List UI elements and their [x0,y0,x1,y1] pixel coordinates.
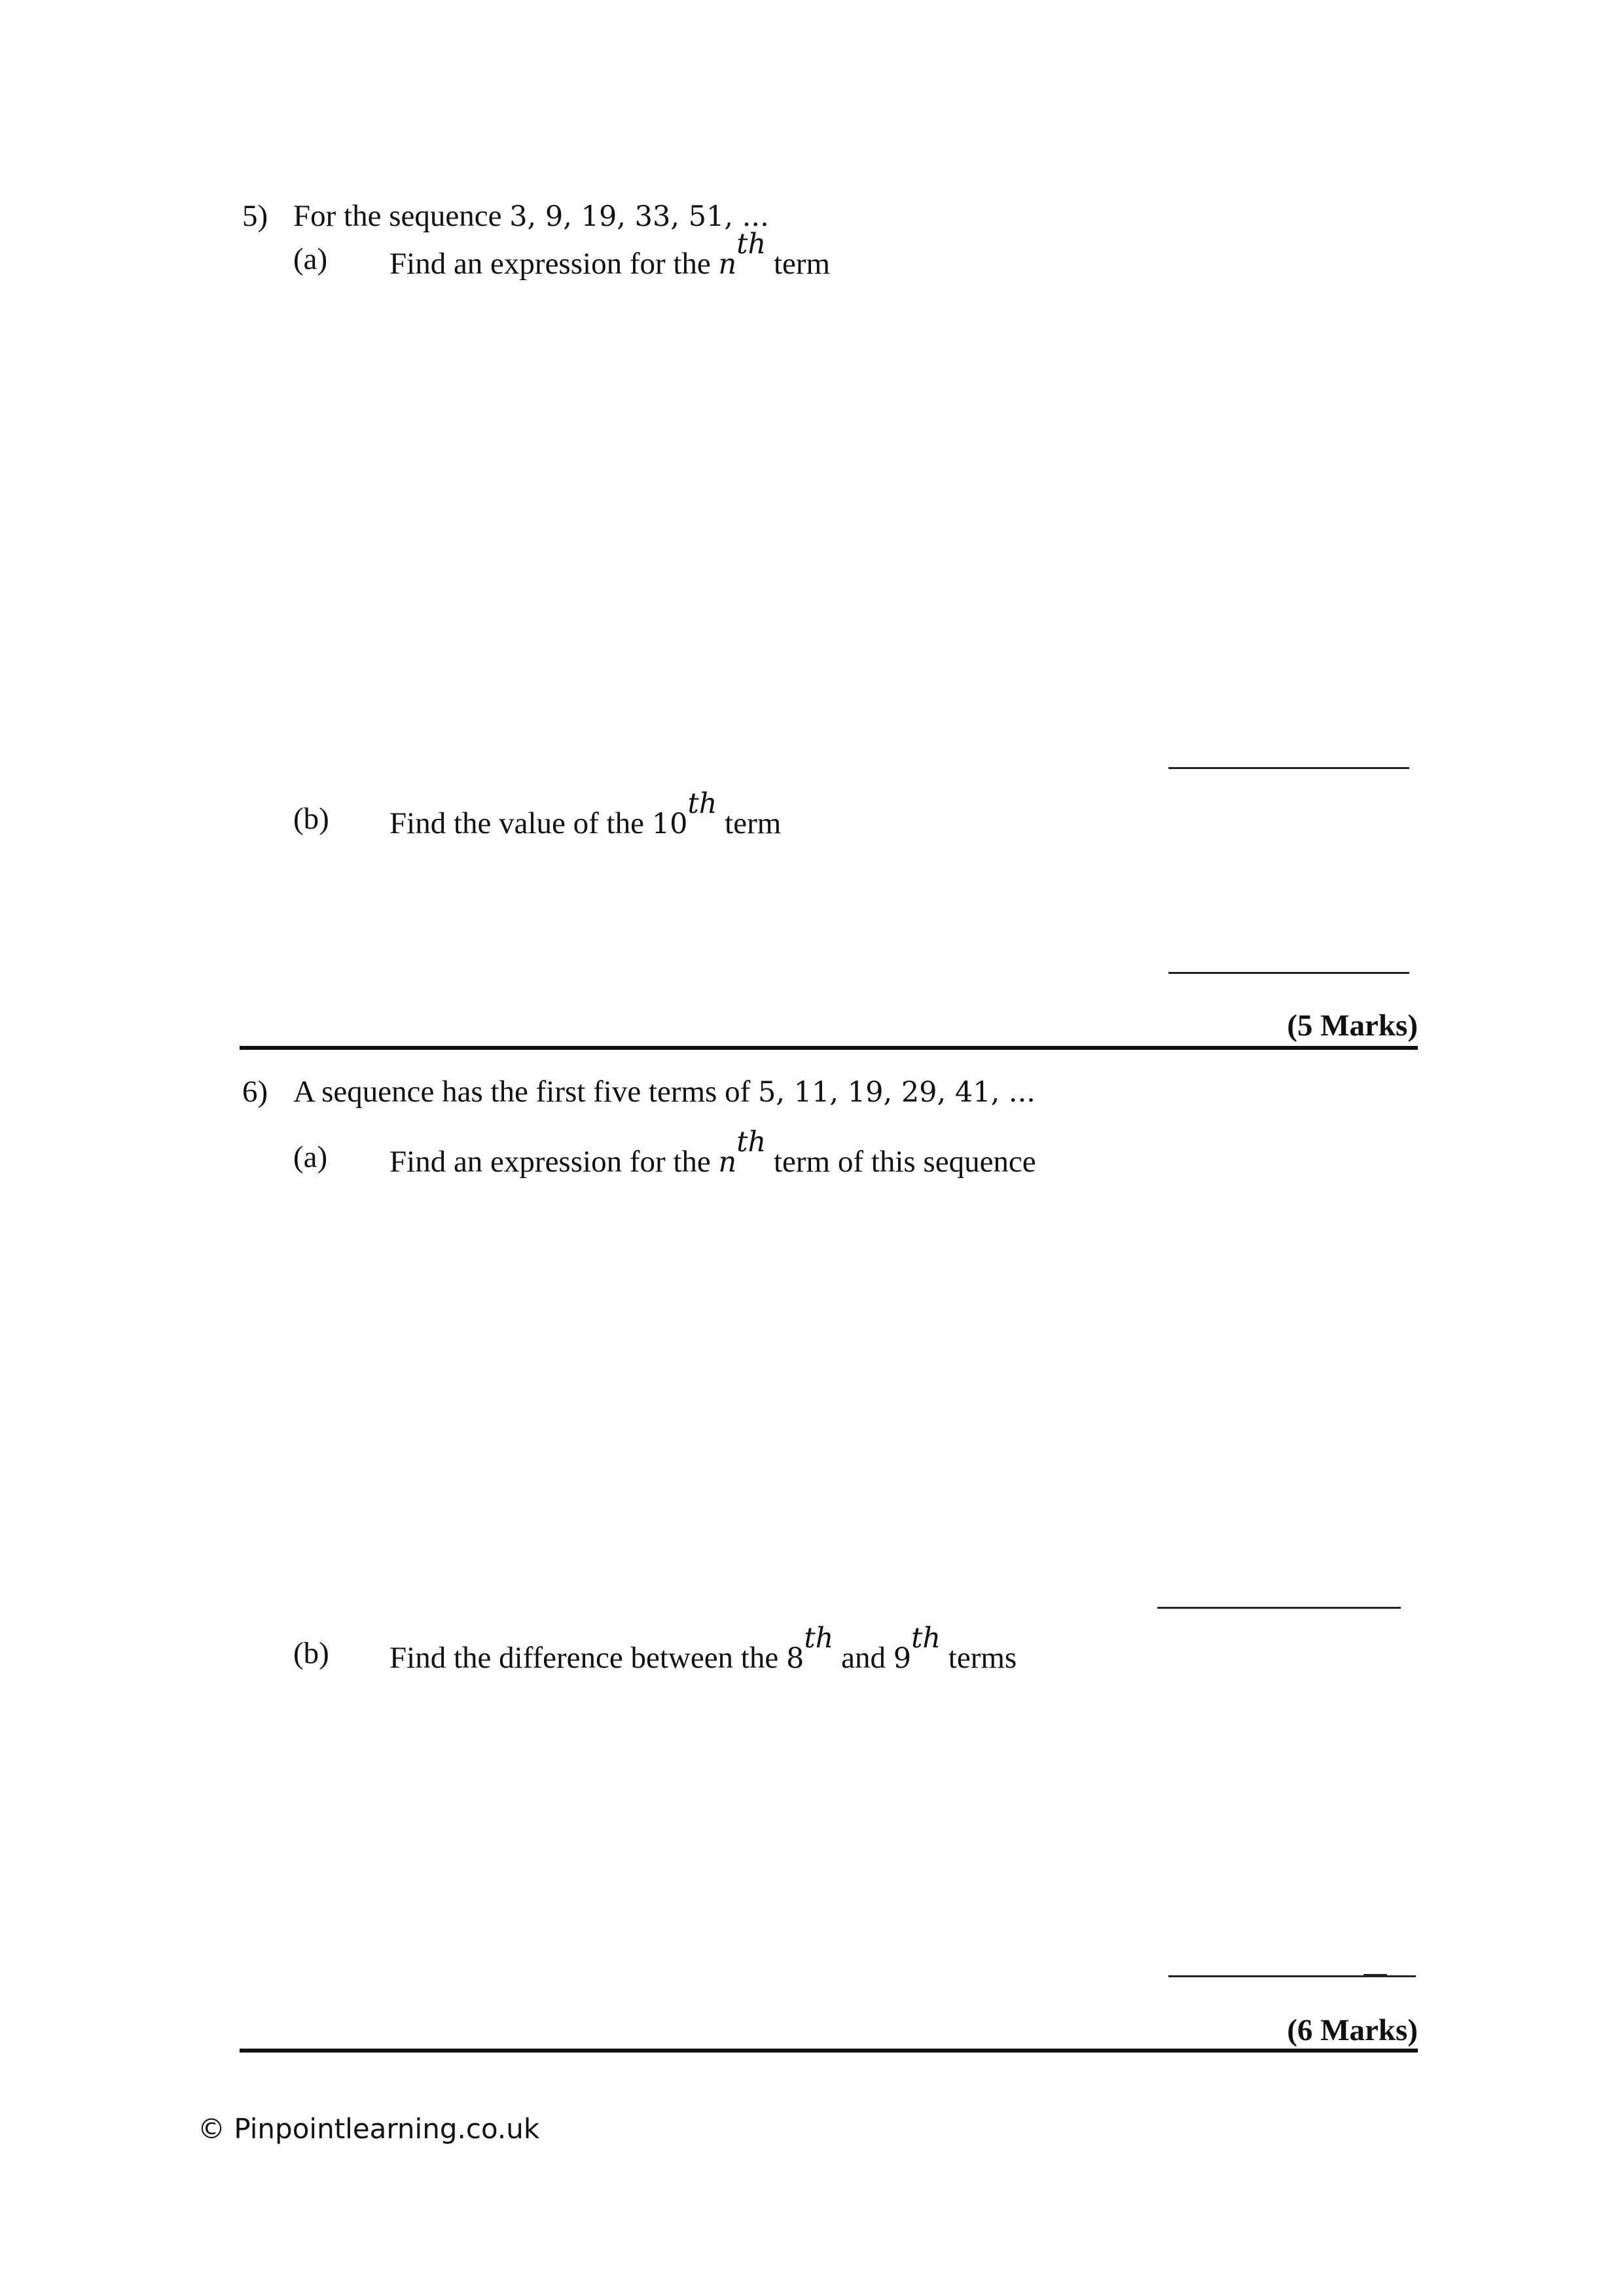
q5b-text: Find the value of the [389,806,652,840]
q6-marks: (6 Marks) [1287,2013,1418,2047]
q5b-question [389,787,782,840]
q5a-variable: n [718,247,737,281]
q6b-text: Find the difference between the [389,1640,786,1675]
q5-marks: (5 Marks) [1287,1009,1418,1043]
q5b-answer-line[interactable] [1168,972,1409,974]
q6-intro: A sequence has the first five terms of [293,1075,759,1109]
q6b-label: (b) [293,1636,329,1670]
q6a-variable: n [718,1145,737,1179]
q6a-superscript: th [736,1126,767,1158]
q5b-tail: term [717,806,782,840]
q6b-tail: terms [941,1640,1017,1675]
q5a-superscript: th [736,228,767,260]
q6b-answer-line-mark [1363,1974,1387,1977]
copyright-footer: © Pinpointlearning.co.uk [198,2113,540,2145]
q5-number: 5) [242,199,268,233]
q6a-tail: term of this sequence [766,1144,1036,1179]
q6b-superscript-2: th [911,1622,941,1655]
q5b-number: 10 [651,807,688,840]
q5a-label: (a) [293,242,328,276]
q6b-superscript-1: th [804,1622,834,1655]
q6b-question [389,1622,1017,1675]
q6-number: 6) [242,1075,268,1109]
q6-sequence: 5, 11, 19, 29, 41, ... [758,1076,1036,1109]
q5a-question [389,228,831,281]
q6a-text: Find an expression for the [389,1144,719,1179]
q6b-number-1: 8 [785,1641,804,1675]
q6-stem [293,1077,1036,1107]
q5a-text: Find an expression for the [389,246,719,281]
q5-sequence: 3, 9, 19, 33, 51, ... [509,200,769,233]
q5a-answer-line[interactable] [1168,767,1409,769]
q6b-number-2: 9 [893,1641,912,1675]
q6b-mid: and [833,1640,893,1675]
q5-stem [293,201,769,232]
q5-divider [240,1046,1418,1050]
q5a-tail: term [766,246,831,281]
q6a-label: (a) [293,1140,328,1174]
q5-intro: For the sequence [293,199,510,233]
q6-divider [240,2049,1418,2053]
q5b-superscript: th [687,787,717,820]
q6a-question [389,1126,1036,1179]
q6a-answer-line[interactable] [1157,1607,1401,1609]
q5b-label: (b) [293,802,329,836]
